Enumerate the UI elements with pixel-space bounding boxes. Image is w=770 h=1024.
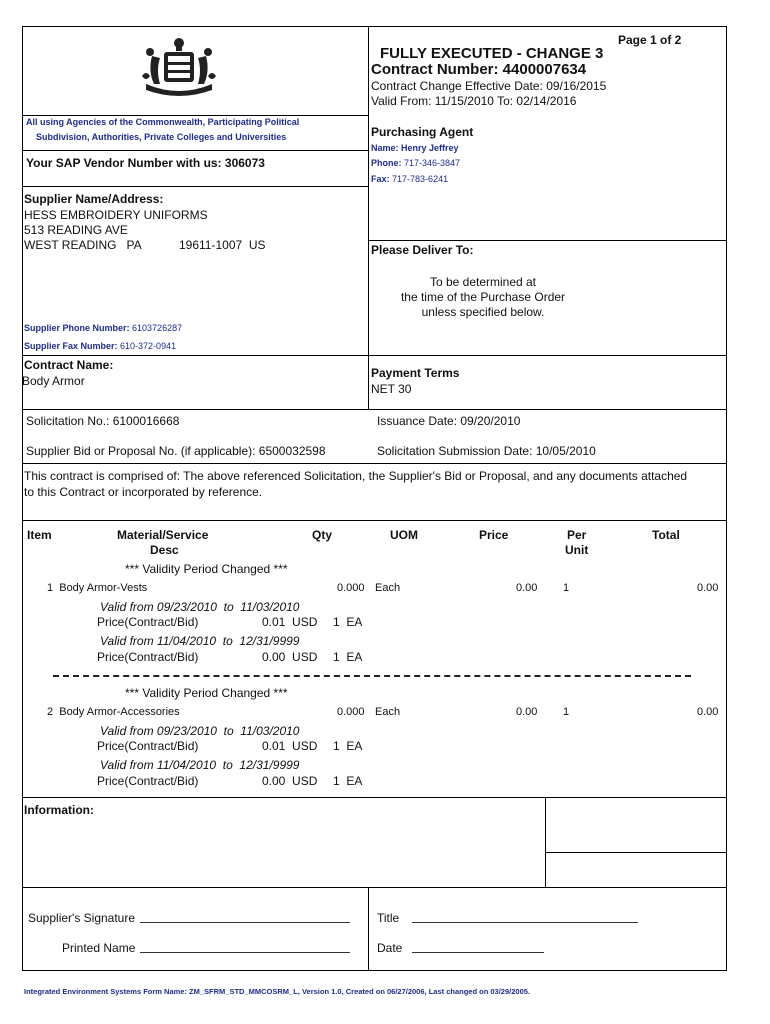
comprised-line-1: This contract is comprised of: The above referenced Solicitation, the Supplier's Bid or Proposal, and any documents attached (24, 469, 688, 483)
col-uom: UOM (390, 528, 418, 542)
item-1-price-1-value: 0.01 USD (262, 615, 318, 629)
col-item: Item (27, 528, 52, 542)
document-title: FULLY EXECUTED - CHANGE 3 (380, 45, 604, 62)
item-2-validity: *** Validity Period Changed *** (125, 686, 288, 700)
col-desc: Desc (150, 543, 179, 557)
item-2-qty: 0.000 (337, 706, 365, 718)
deliver-line-3: unless specified below. (421, 305, 545, 319)
col-material: Material/Service (117, 528, 209, 542)
item-2-per: 1 (563, 706, 570, 718)
change-effective-date: Contract Change Effective Date: 09/16/2015 (371, 79, 607, 93)
title-line[interactable] (412, 922, 638, 923)
item-1-per: 1 (563, 582, 570, 594)
information-label: Information: (24, 803, 94, 817)
supplier-city: WEST READING PA (24, 238, 142, 252)
item-1-price-2-unit: 1 EA (333, 650, 363, 664)
purchasing-agent-phone: Phone: 717-346-3847 (371, 158, 461, 168)
contract-name-heading: Contract Name: (24, 358, 114, 372)
supplier-zip: 19611-1007 US (179, 238, 266, 252)
vendor-number: Your SAP Vendor Number with us: 306073 (26, 156, 265, 170)
comprised-line-2: to this Contract or incorporated by reference. (24, 485, 263, 499)
supplier-fax: Supplier Fax Number: 610-372-0941 (24, 341, 177, 351)
purchasing-agent-fax: Fax: 717-783-6241 (371, 174, 449, 184)
deliver-line-1: To be determined at (429, 275, 537, 289)
supplier-street: 513 READING AVE (24, 223, 128, 237)
item-1-price-1-label: Price(Contract/Bid) (97, 615, 199, 629)
purchasing-agent-name: Name: Henry Jeffrey (371, 143, 459, 153)
date-line[interactable] (412, 952, 544, 953)
supplier-name: HESS EMBROIDERY UNIFORMS (24, 208, 208, 222)
date-label: Date (377, 941, 403, 955)
item-2-price-1-unit: 1 EA (333, 739, 363, 753)
supplier-signature-label: Supplier's Signature (28, 911, 136, 925)
col-total: Total (652, 528, 680, 542)
payment-terms-value: NET 30 (371, 382, 412, 396)
item-2-uom: Each (375, 706, 401, 718)
purchasing-agent-heading: Purchasing Agent (371, 125, 474, 139)
item-2-valid-2: Valid from 11/04/2010 to 12/31/9999 (100, 758, 300, 772)
item-1-qty: 0.000 (337, 582, 365, 594)
supplier-heading: Supplier Name/Address: (24, 192, 164, 206)
contract-number: Contract Number: 4400007634 (371, 61, 587, 78)
page-indicator: Page 1 of 2 (618, 33, 682, 47)
supplier-signature-line[interactable] (140, 922, 350, 923)
col-price: Price (479, 528, 509, 542)
agencies-line-1: All using Agencies of the Commonwealth, Participating Political (26, 117, 300, 127)
mid-divider (368, 26, 369, 409)
title-label: Title (377, 911, 400, 925)
item-1-line: 1 Body Armor-Vests (47, 582, 148, 594)
item-2-price-1-value: 0.01 USD (262, 739, 318, 753)
payment-terms-heading: Payment Terms (371, 366, 460, 380)
item-1-valid-2: Valid from 11/04/2010 to 12/31/9999 (100, 634, 300, 648)
item-separator (53, 675, 691, 677)
supplier-phone: Supplier Phone Number: 6103726287 (24, 323, 183, 333)
seal-icon (140, 36, 218, 102)
contract-name-value: Body Armor (22, 374, 85, 388)
item-2-price-2-label: Price(Contract/Bid) (97, 774, 199, 788)
printed-name-label: Printed Name (62, 941, 136, 955)
frame-left (22, 26, 23, 888)
item-1-total: 0.00 (697, 582, 719, 594)
frame-right (726, 26, 727, 888)
item-1-uom: Each (375, 582, 401, 594)
item-2-valid-1: Valid from 09/23/2010 to 11/03/2010 (100, 724, 300, 738)
item-1-price-1-unit: 1 EA (333, 615, 363, 629)
submission-date: Solicitation Submission Date: 10/05/2010 (377, 444, 596, 458)
item-2-line: 2 Body Armor-Accessories (47, 706, 180, 718)
issuance-date: Issuance Date: 09/20/2010 (377, 414, 521, 428)
col-qty: Qty (312, 528, 333, 542)
col-unit: Unit (565, 543, 589, 557)
item-2-price-2-value: 0.00 USD (262, 774, 318, 788)
item-1-valid-1: Valid from 09/23/2010 to 11/03/2010 (100, 600, 300, 614)
deliver-line-2: the time of the Purchase Order (400, 290, 566, 304)
form-footer: Integrated Environment Systems Form Name: ZM_SFRM_STD_MMCOSRM_L, Version 1.0, Created on 06/27/2006, Last changed on 03/29/2005. (24, 987, 530, 996)
item-1-validity: *** Validity Period Changed *** (125, 562, 288, 576)
item-2-price: 0.00 (516, 706, 538, 718)
item-2-price-2-unit: 1 EA (333, 774, 363, 788)
item-2-total: 0.00 (697, 706, 719, 718)
agencies-line-2: Subdivision, Authorities, Private Colleges and Universities (36, 132, 287, 142)
col-per: Per (567, 528, 587, 542)
item-1-price: 0.00 (516, 582, 538, 594)
deliver-heading: Please Deliver To: (371, 243, 474, 257)
solicitation-number: Solicitation No.: 6100016668 (26, 414, 180, 428)
item-2-price-1-label: Price(Contract/Bid) (97, 739, 199, 753)
bid-number: Supplier Bid or Proposal No. (if applicable): 6500032598 (26, 444, 326, 458)
item-1-price-2-value: 0.00 USD (262, 650, 318, 664)
item-1-price-2-label: Price(Contract/Bid) (97, 650, 199, 664)
printed-name-line[interactable] (140, 952, 350, 953)
valid-range: Valid From: 11/15/2010 To: 02/14/2016 (371, 94, 577, 108)
